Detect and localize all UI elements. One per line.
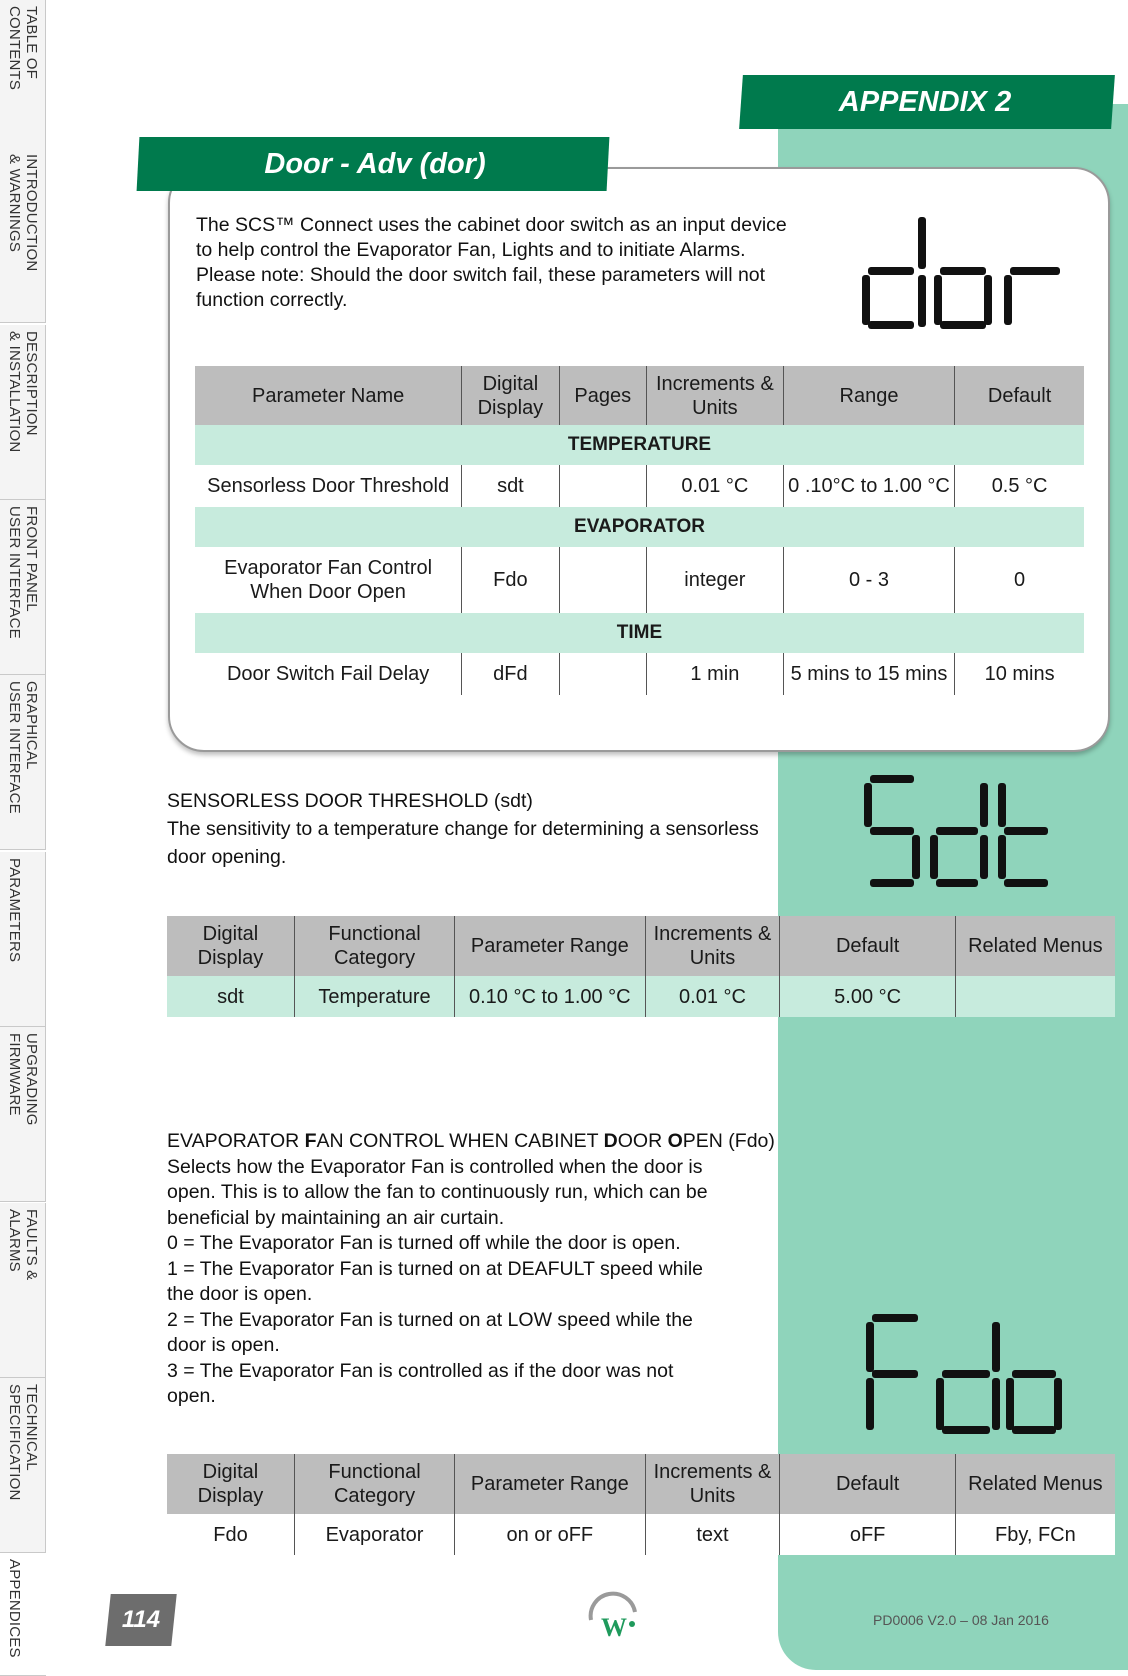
side-tab-label: DESCRIPTION & INSTALLATION [6, 331, 40, 453]
cell-parameter-range: on or oFF [455, 1514, 645, 1555]
cell-default: 5.00 °C [780, 976, 955, 1017]
segment [1004, 879, 1048, 887]
cell-increments: 0.01 °C [645, 976, 780, 1017]
segment [872, 1370, 918, 1378]
cell-increments: integer [646, 547, 783, 613]
side-tab-graphical[interactable] [0, 675, 46, 850]
cell-digital-display: Fdo [167, 1514, 294, 1555]
segment [998, 783, 1006, 827]
sdt-parameter-table [167, 916, 1115, 1017]
category-row-temperature: TEMPERATURE [195, 425, 1084, 465]
segment [868, 267, 914, 275]
table-row [167, 1514, 1115, 1555]
segment [940, 267, 986, 275]
segment [1054, 1378, 1062, 1430]
cell-range: 5 mins to 15 mins [783, 653, 954, 695]
col-header-functional-category: Functional Category [294, 1454, 454, 1514]
fdo-line: open. This is to allow the fan to continuously run, which can be [167, 1181, 708, 1203]
segment [1006, 1378, 1014, 1430]
side-tab-description[interactable] [0, 325, 46, 500]
segment [870, 879, 914, 887]
sdt-description: The sensitivity to a temperature change for determining a sensorless door opening. [167, 817, 759, 868]
cell-digital-display: dFd [462, 653, 559, 695]
col-header-increments: Increments & Units [645, 1454, 780, 1514]
table-row [195, 465, 1084, 507]
cell-range: 0 - 3 [783, 547, 954, 613]
seven-segment-dor-display [860, 213, 1070, 333]
side-tab-label: TECHNICAL SPECIFICATION [6, 1384, 40, 1501]
cell-pages [559, 653, 646, 695]
segment [862, 275, 870, 325]
cell-parameter-name: Evaporator Fan Control When Door Open [195, 547, 462, 613]
cell-parameter-range: 0.10 °C to 1.00 °C [455, 976, 645, 1017]
fdo-section [167, 1129, 787, 1410]
side-tab-label: APPENDICES [6, 1559, 23, 1658]
col-header-parameter-range: Parameter Range [455, 916, 645, 976]
cell-digital-display: sdt [167, 976, 294, 1017]
segment [984, 275, 992, 325]
segment [934, 275, 942, 325]
col-header-digital-display: Digital Display [167, 1454, 294, 1514]
side-tab-label: GRAPHICAL USER INTERFACE [6, 681, 40, 814]
cell-default: 0 [1014, 569, 1026, 591]
cell-parameter-name: Door Switch Fail Delay [195, 653, 462, 695]
segment [936, 827, 978, 835]
cell-parameter-name: Sensorless Door Threshold [195, 465, 462, 507]
side-tab-technical[interactable] [0, 1378, 46, 1553]
cell-digital-display: sdt [462, 465, 559, 507]
segment [864, 783, 872, 827]
col-header-digital-display: Digital Display [167, 916, 294, 976]
cell-digital-display: Fdo [462, 547, 559, 613]
segment [992, 1322, 1000, 1372]
segment [998, 835, 1006, 879]
segment [866, 1322, 874, 1372]
segment [1004, 827, 1048, 835]
side-tab-label: UPGRADING FIRMWARE [6, 1033, 40, 1126]
segment [942, 1426, 990, 1434]
fdo-line: the door is open. [167, 1283, 313, 1305]
sdt-heading: SENSORLESS DOOR THRESHOLD (sdt) [167, 790, 533, 812]
cell-increments: 1 min [646, 653, 783, 695]
segment [866, 1378, 874, 1430]
cell-default: 10 mins [984, 663, 1055, 685]
fdo-line: door is open. [167, 1334, 280, 1356]
cell-related-menus: Fby, FCn [955, 1514, 1115, 1555]
cell-related-menus [955, 976, 1115, 1017]
segment [918, 217, 926, 269]
cell-range: 0 .10°C to 1.00 °C [783, 465, 954, 507]
side-tab-label: INTRODUCTION & WARNINGS [6, 154, 40, 272]
side-tab-appendices[interactable] [0, 1553, 46, 1676]
col-header-related-menus: Related Menus [955, 1454, 1115, 1514]
fdo-line: 2 = The Evaporator Fan is turned on at LOW speed while the [167, 1308, 693, 1331]
segment [1012, 1426, 1056, 1434]
seven-segment-fdo-display [864, 1312, 1064, 1438]
svg-text:W: W [601, 1613, 627, 1642]
segment [992, 1378, 1000, 1430]
section-intro: The SCS™ Connect uses the cabinet door switch as an input device to help control the Evaporator Fan, Lights and to initiate Alarms. Please note: Should the door switch fail, these parameters will not function correctly. [196, 214, 787, 311]
side-navigation [0, 0, 46, 1676]
table-row [167, 976, 1115, 1017]
segment [870, 775, 914, 783]
col-header-pages: Pages [559, 366, 646, 425]
table-row [195, 547, 1084, 613]
side-tab-label: FRONT PANEL USER INTERFACE [6, 506, 40, 639]
side-tab-introduction[interactable] [0, 148, 46, 323]
col-header-parameter-name: Parameter Name [195, 366, 462, 425]
cell-functional-category: Temperature [294, 976, 454, 1017]
col-header-functional-category: Functional Category [294, 916, 454, 976]
fdo-line: 1 = The Evaporator Fan is turned on at DEAFULT speed while [167, 1257, 704, 1280]
segment [936, 879, 978, 887]
col-header-related-menus: Related Menus [955, 916, 1115, 976]
col-header-default: Default [780, 1454, 955, 1514]
col-header-increments: Increments & Units [645, 916, 780, 976]
segment [1012, 1370, 1056, 1378]
segment [940, 321, 986, 329]
segment [872, 1314, 918, 1322]
cell-increments: 0.01 °C [646, 465, 783, 507]
cell-pages [559, 465, 646, 507]
cell-increments: text [645, 1514, 780, 1555]
appendix-title: APPENDIX 2 [838, 86, 1012, 118]
segment [912, 835, 920, 879]
segment [980, 835, 988, 879]
fdo-line: 3 = The Evaporator Fan is controlled as if the door was not [167, 1359, 674, 1382]
col-header-parameter-range: Parameter Range [455, 1454, 645, 1514]
side-tab-front-panel[interactable] [0, 500, 46, 675]
table-row [195, 653, 1084, 695]
section-title: Door - Adv (dor) [264, 148, 486, 180]
side-tab-upgrading[interactable] [0, 1027, 46, 1202]
side-tab-label: TABLE OF CONTENTS [6, 6, 40, 91]
segment [930, 835, 938, 879]
fdo-line: open. [167, 1385, 216, 1407]
segment [868, 321, 914, 329]
segment [936, 1378, 944, 1430]
segment [918, 275, 926, 327]
segment [980, 783, 988, 827]
fdo-line: 0 = The Evaporator Fan is turned off while the door is open. [167, 1232, 681, 1254]
seven-segment-sdt-display [862, 773, 1052, 891]
fdo-parameter-table [167, 1454, 1115, 1555]
segment [870, 827, 914, 835]
side-tab-label: FAULTS & ALARMS [6, 1209, 40, 1281]
side-tab-faults[interactable] [0, 1203, 46, 1378]
cell-default: 0.5 °C [991, 475, 1048, 497]
cell-functional-category: Evaporator [294, 1514, 454, 1555]
category-row-time: TIME [195, 613, 1084, 653]
col-header-range: Range [783, 366, 954, 425]
fdo-line: beneficial by maintaining an air curtain. [167, 1206, 505, 1229]
segment [1004, 275, 1012, 325]
col-header-default: Default [780, 916, 955, 976]
door-parameters-table [195, 366, 1084, 695]
page-number: 114 [121, 1606, 161, 1633]
segment [942, 1370, 990, 1378]
document-id: PD0006 V2.0 – 08 Jan 2016 [873, 1612, 1049, 1628]
side-tab-label: PARAMETERS [6, 858, 23, 963]
company-logo-icon [585, 1590, 641, 1642]
cell-pages [559, 547, 646, 613]
col-header-default: Default [955, 366, 1084, 425]
col-header-increments: Increments & Units [646, 366, 783, 425]
cell-default: oFF [780, 1514, 955, 1555]
sdt-section [167, 789, 767, 871]
fdo-heading: EVAPORATOR FAN CONTROL WHEN CABINET DOOR OPEN (Fdo) [167, 1130, 775, 1152]
side-tab-parameters[interactable] [0, 852, 46, 1027]
category-row-evaporator: EVAPORATOR [195, 507, 1084, 547]
fdo-line: Selects how the Evaporator Fan is controlled when the door is [167, 1155, 703, 1178]
segment [1010, 267, 1060, 275]
col-header-digital-display: Digital Display [462, 366, 559, 425]
